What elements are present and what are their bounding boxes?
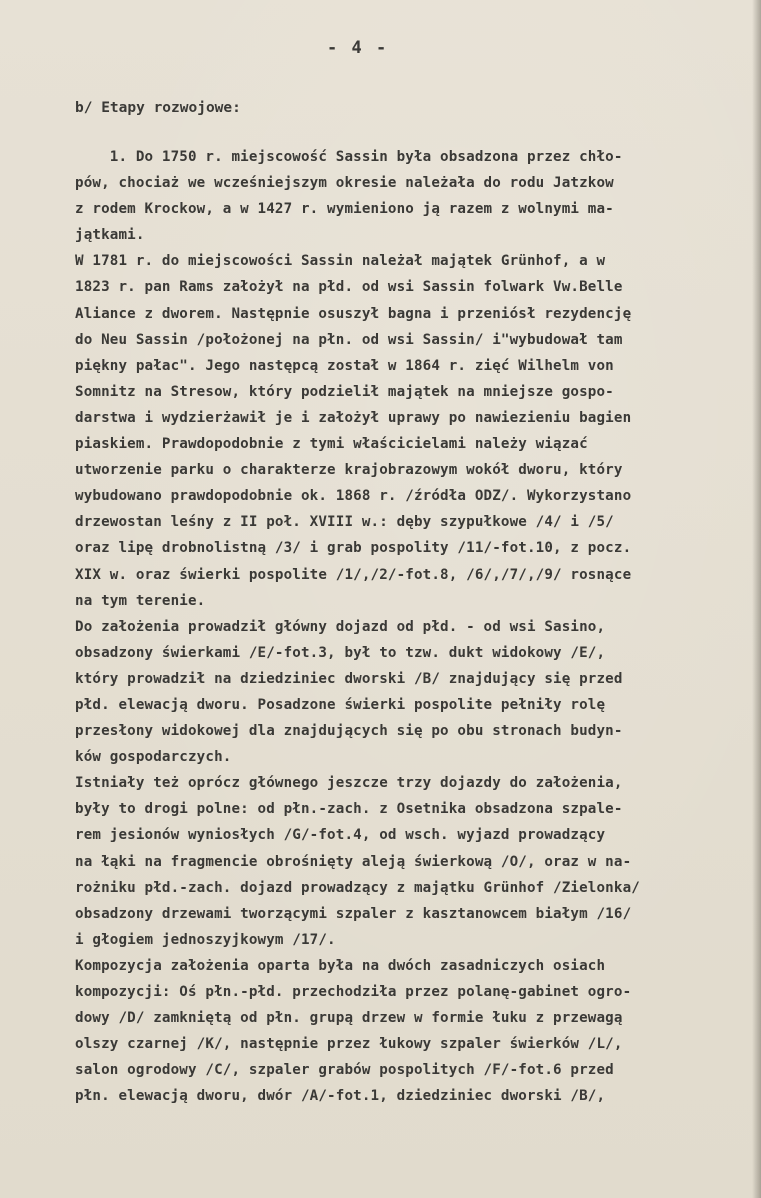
text-line: piękny pałac". Jego następcą został w 1864 r. zięć Wilhelm von [75, 357, 614, 374]
text-line: oraz lipę drobnolistną /3/ i grab pospolity /11/-fot.10, z pocz. [75, 540, 632, 557]
section-heading: b/ Etapy rozwojowe: [75, 100, 241, 116]
text-line: z rodem Krockow, a w 1427 r. wymieniono ją razem z wolnymi ma- [75, 201, 614, 218]
text-line: Kompozycja założenia oparta była na dwóch zasadniczych osiach [75, 957, 606, 974]
text-line: W 1781 r. do miejscowości Sassin należał majątek Grünhof, a w [75, 253, 606, 270]
text-line: Aliance z dworem. Następnie osuszył bagna i przeniósł rezydencję [75, 305, 632, 322]
text-line: olszy czarnej /K/, następnie przez łukowy szpaler świerków /L/, [75, 1036, 623, 1053]
text-line: Istniały też oprócz głównego jeszcze trzy dojazdy do założenia, [75, 775, 623, 792]
text-line: jątkami. [75, 227, 145, 244]
text-line: Somnitz na Stresow, który podzielił majątek na mniejsze gospo- [75, 383, 614, 400]
text-line: obsadzony świerkami /E/-fot.3, był to tzw. dukt widokowy /E/, [75, 644, 606, 661]
body-text [75, 144, 761, 1109]
text-line: i głogiem jednoszyjkowym /17/. [75, 931, 336, 948]
page-number: - 4 - [327, 38, 389, 58]
text-line: obsadzony drzewami tworzącymi szpaler z kasztanowcem białym /16/ [75, 905, 632, 922]
text-line: wybudowano prawdopodobnie ok. 1868 r. /źródła ODZ/. Wykorzystano [75, 488, 632, 505]
text-line: na łąki na fragmencie obrośnięty aleją świerkową /O/, oraz w na- [75, 853, 632, 870]
text-line: drzewostan leśny z II poł. XVIII w.: dęby szypułkowe /4/ i /5/ [75, 514, 614, 531]
text-line: darstwa i wydzierżawił je i założył uprawy po nawiezieniu bagien [75, 409, 632, 426]
text-line: rem jesionów wyniosłych /G/-fot.4, od wsch. wyjazd prowadzący [75, 827, 606, 844]
text-line: który prowadził na dziedziniec dworski /B/ znajdujący się przed [75, 670, 623, 687]
text-line: salon ogrodowy /C/, szpaler grabów pospolitych /F/-fot.6 przed [75, 1062, 614, 1079]
text-line: były to drogi polne: od płn.-zach. z Osetnika obsadzona szpale- [75, 801, 623, 818]
text-line: 1823 r. pan Rams założył na płd. od wsi Sassin folwark Vw.Belle [75, 279, 623, 296]
text-line: utworzenie parku o charakterze krajobrazowym wokół dworu, który [75, 462, 623, 479]
text-line: rożniku płd.-zach. dojazd prowadzący z majątku Grünhof /Zielonka/ [75, 879, 640, 896]
text-line: XIX w. oraz świerki pospolite /1/,/2/-fot.8, /6/,/7/,/9/ rosnące [75, 566, 632, 583]
text-line: Do założenia prowadził główny dojazd od płd. - od wsi Sasino, [75, 618, 606, 635]
text-line: do Neu Sassin /położonej na płn. od wsi Sassin/ i"wybudował tam [75, 331, 623, 348]
text-line: 1. Do 1750 r. miejscowość Sassin była obsadzona przez chło- [75, 149, 623, 165]
text-line: płn. elewacją dworu, dwór /A/-fot.1, dziedziniec dworski /B/, [75, 1088, 606, 1105]
text-line: piaskiem. Prawdopodobnie z tymi właścicielami należy wiązać [75, 436, 588, 453]
text-line: kompozycji: Oś płn.-płd. przechodziła przez polanę-gabinet ogro- [75, 984, 632, 1000]
text-line: płd. elewacją dworu. Posadzone świerki pospolite pełniły rolę [75, 696, 606, 713]
text-line: dowy /D/ zamkniętą od płn. grupą drzew w formie łuku z przewagą [75, 1010, 623, 1027]
text-line: ków gospodarczych. [75, 749, 232, 766]
text-line: przesłony widokowej dla znajdujących się po obu stronach budyn- [75, 723, 623, 740]
text-line: pów, chociaż we wcześniejszym okresie należała do rodu Jatzkow [75, 175, 614, 192]
text-line: na tym terenie. [75, 592, 206, 609]
